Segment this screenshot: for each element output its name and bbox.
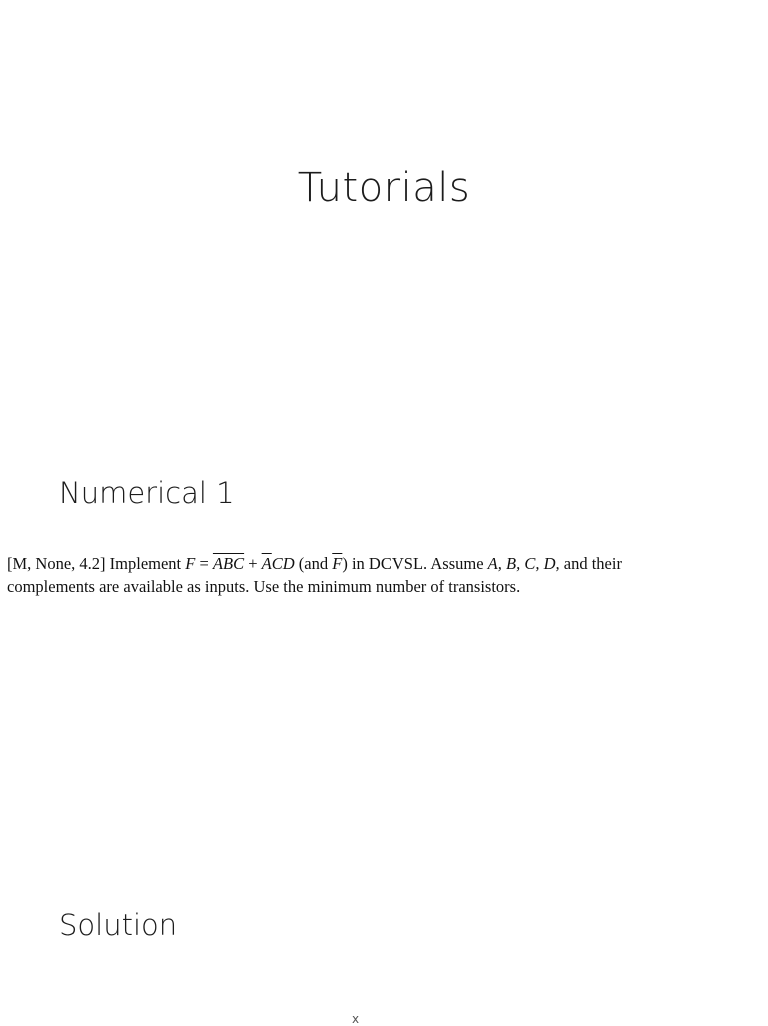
f-complement: $\overline{F}$ — [332, 554, 343, 573]
term-a-overline: $\overline{A}$ — [261, 554, 272, 573]
and-close: ) — [342, 554, 348, 573]
equals-sign: = — [195, 554, 213, 573]
plus-sign: + — [244, 554, 262, 573]
and-open: (and — [294, 554, 333, 573]
solution-heading: Solution — [59, 908, 178, 942]
input-variables: A, B, C, D, — [487, 554, 560, 573]
problem-middle: in DCVSL. Assume — [347, 554, 488, 573]
function-variable: F — [185, 554, 196, 573]
page-title: Tutorials — [297, 165, 471, 211]
numerical-heading: Numerical 1 — [59, 476, 235, 510]
problem-line-1 — [7, 552, 763, 575]
problem-line-2: complements are available as inputs. Use the minimum number of transistors. — [7, 577, 521, 596]
problem-reference: [M, None, 4.2] Implement — [7, 554, 186, 573]
term-abc-overline: $\overline{ABC}$ — [212, 554, 245, 573]
problem-statement — [7, 552, 763, 598]
line1-end: and their — [559, 554, 622, 573]
bottom-mark: x — [352, 1012, 360, 1026]
term-cd: CD — [271, 554, 295, 573]
